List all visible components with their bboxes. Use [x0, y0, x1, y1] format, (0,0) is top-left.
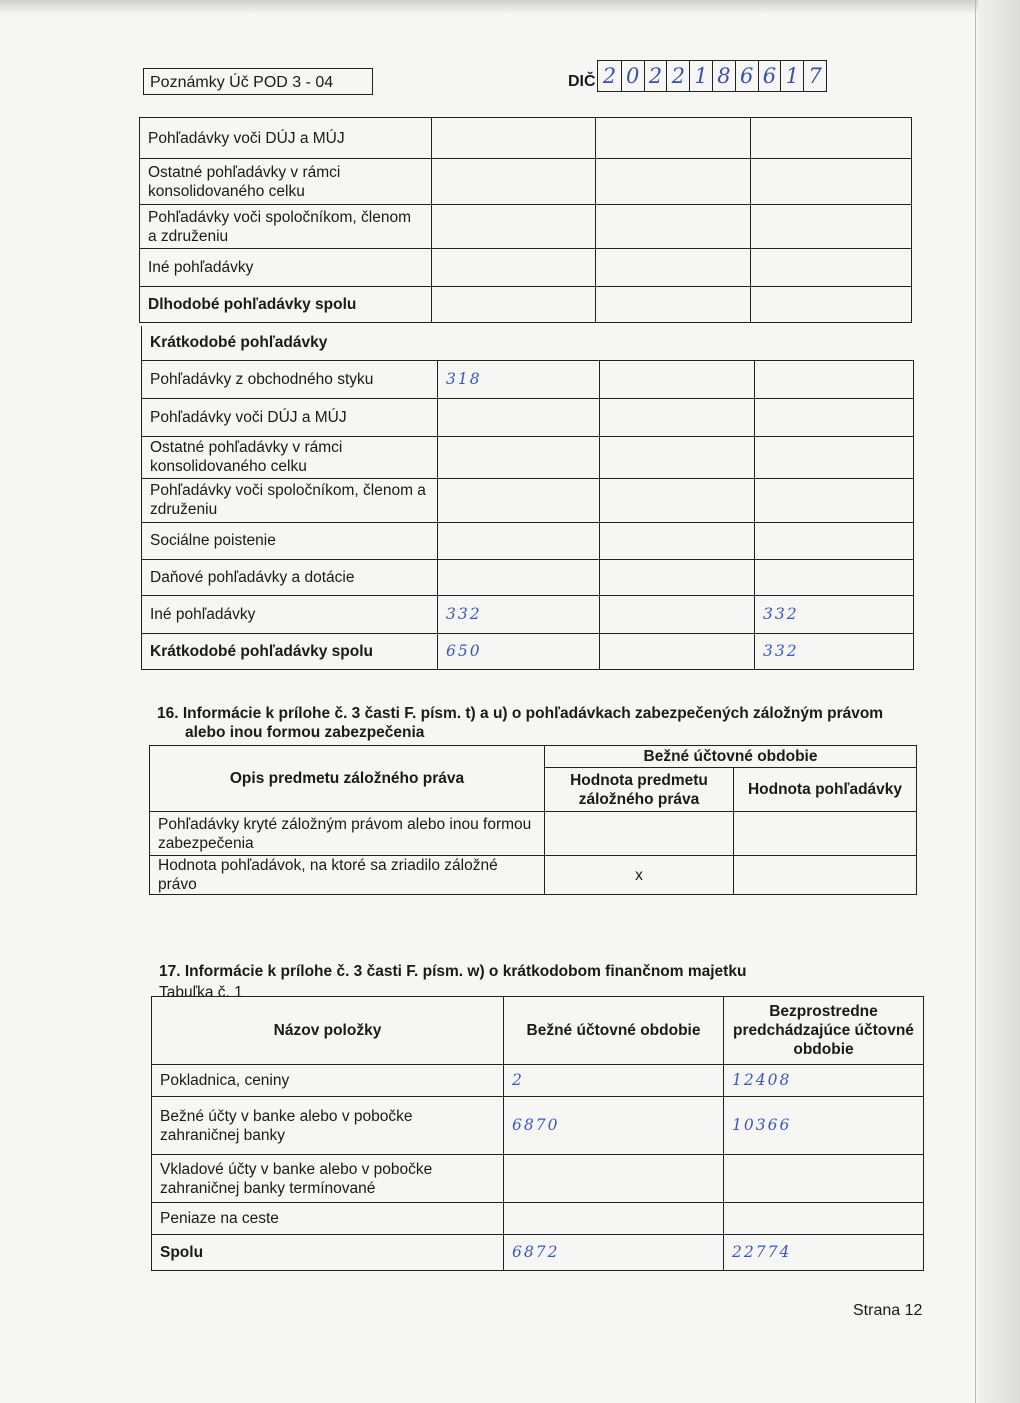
cell-value [751, 205, 912, 249]
row-label: Pohľadávky voči spoločníkom, členom a združeniu [142, 478, 438, 522]
row-label: Ostatné pohľadávky v rámci konsolidovaného celku [140, 159, 432, 205]
cell-value [755, 436, 914, 478]
col-desc-header: Opis predmetu záložného práva [150, 746, 545, 812]
table-row [142, 559, 914, 595]
dic-digit: 7 [803, 61, 826, 91]
cell-value: 12408 [724, 1065, 924, 1097]
cell-value [438, 478, 600, 522]
cell-value: x [545, 856, 734, 895]
dic-digit: 2 [644, 61, 667, 91]
cell-value [504, 1203, 724, 1235]
table-row [142, 595, 914, 633]
row-label: Spolu [152, 1235, 504, 1271]
table-row [142, 398, 914, 436]
row-label: Bežné účty v banke alebo v pobočke zahraničnej banky [152, 1097, 504, 1155]
cell-value [596, 249, 751, 287]
financial-assets-table [151, 996, 924, 1271]
dic-digit: 8 [712, 61, 735, 91]
cell-value [545, 812, 734, 856]
section-16-title-text: 16. Informácie k prílohe č. 3 časti F. písm. t) a u) o pohľadávkach zabezpečených záložným právom alebo inou formou zabezpečenia [157, 705, 884, 741]
row-label: Pohľadávky z obchodného styku [142, 360, 438, 398]
cell-value [596, 118, 751, 159]
page-number: Strana 12 [853, 1302, 923, 1319]
row-label: Pohľadávky voči DÚJ a MÚJ [140, 118, 432, 159]
cell-value [438, 398, 600, 436]
cell-value: 650 [438, 633, 600, 669]
row-label: Dlhodobé pohľadávky spolu [140, 287, 432, 323]
scan-top-shadow [0, 0, 1020, 14]
cell-value [432, 118, 596, 159]
table-row [152, 1065, 924, 1097]
cell-value: 332 [755, 633, 914, 669]
cell-value [600, 478, 755, 522]
cell-value [755, 398, 914, 436]
table-row [140, 205, 912, 249]
col-previous-header: Bezprostredne predchádzajúce účtovné obdobie [724, 997, 924, 1065]
cell-value [751, 159, 912, 205]
cell-value [432, 205, 596, 249]
cell-value: 332 [438, 595, 600, 633]
table-row [152, 1097, 924, 1155]
cell-value: 332 [755, 595, 914, 633]
header-row [152, 997, 924, 1065]
col-current-header: Bežné účtovné obdobie [504, 997, 724, 1065]
cell-value: 22774 [724, 1235, 924, 1271]
table-row [142, 522, 914, 559]
long-term-receivables-table [139, 117, 912, 323]
cell-value: 6870 [504, 1097, 724, 1155]
col-name-header: Názov položky [152, 997, 504, 1065]
table-row [142, 436, 914, 478]
cell-value [755, 522, 914, 559]
cell-value [432, 159, 596, 205]
cell-value [600, 595, 755, 633]
cell-value [751, 249, 912, 287]
cell-value [724, 1203, 924, 1235]
row-label: Sociálne poistenie [142, 522, 438, 559]
scan-page-edge [975, 0, 976, 1403]
dic-digit: 1 [780, 61, 803, 91]
cell-value [755, 360, 914, 398]
row-label: Daňové pohľadávky a dotácie [142, 559, 438, 595]
cell-value [596, 159, 751, 205]
table-caption: Tabuľka č. 1 [159, 984, 243, 1001]
row-label: Ostatné pohľadávky v rámci konsolidovaného celku [142, 436, 438, 478]
cell-value [600, 436, 755, 478]
table-row [152, 1155, 924, 1203]
table-row [150, 856, 917, 895]
dic-digit: 6 [735, 61, 758, 91]
cell-value [600, 360, 755, 398]
cell-value [432, 249, 596, 287]
collateral-table [149, 745, 917, 895]
table-row-total [140, 287, 912, 323]
table-row-total [142, 633, 914, 669]
table-row [142, 478, 914, 522]
cell-value: 318 [438, 360, 600, 398]
cell-value [724, 1155, 924, 1203]
cell-value [751, 118, 912, 159]
cell-value [596, 205, 751, 249]
row-label: Krátkodobé pohľadávky spolu [142, 633, 438, 669]
row-label: Pohľadávky kryté záložným právom alebo inou formou zabezpečenia [150, 812, 545, 856]
short-term-heading: Krátkodobé pohľadávky [142, 326, 914, 360]
col-period-header: Bežné účtovné obdobie [545, 746, 917, 768]
short-term-receivables-table [141, 326, 914, 670]
row-label: Vkladové účty v banke alebo v pobočke zahraničnej banky termínované [152, 1155, 504, 1203]
cell-value [600, 522, 755, 559]
form-id-box: Poznámky Úč POD 3 - 04 [143, 68, 373, 95]
header-row [150, 746, 917, 768]
cell-value [755, 559, 914, 595]
dic-digit: 6 [758, 61, 781, 91]
cell-value [438, 522, 600, 559]
section-16-title [157, 704, 917, 742]
table-row [152, 1203, 924, 1235]
cell-value [755, 478, 914, 522]
dic-digit: 1 [689, 61, 712, 91]
cell-value [438, 559, 600, 595]
cell-value [734, 812, 917, 856]
table-row-total [152, 1235, 924, 1271]
col-value-subject-header: Hodnota predmetu záložného práva [545, 768, 734, 812]
cell-value [600, 398, 755, 436]
table-row [142, 360, 914, 398]
table-row [140, 159, 912, 205]
cell-value [432, 287, 596, 323]
cell-value: 2 [504, 1065, 724, 1097]
dic-digit: 0 [621, 61, 644, 91]
cell-value [504, 1155, 724, 1203]
row-label: Iné pohľadávky [140, 249, 432, 287]
dic-digit: 2 [602, 64, 617, 88]
cell-value [438, 436, 600, 478]
dic-field [597, 60, 827, 92]
table-row [140, 118, 912, 159]
table-row [150, 812, 917, 856]
scan-right-margin [978, 0, 1020, 1403]
row-label: Peniaze na ceste [152, 1203, 504, 1235]
table-row [140, 249, 912, 287]
dic-label: DIČ [568, 73, 596, 90]
dic-digit: 2 [666, 61, 689, 91]
cell-value [600, 633, 755, 669]
row-label: Pohľadávky voči spoločníkom, členom a združeniu [140, 205, 432, 249]
cell-value [600, 559, 755, 595]
cell-value [596, 287, 751, 323]
cell-value [734, 856, 917, 895]
section-heading-row [142, 326, 914, 360]
row-label: Hodnota pohľadávok, na ktoré sa zriadilo záložné právo [150, 856, 545, 895]
cell-value: 6872 [504, 1235, 724, 1271]
col-value-receivable-header: Hodnota pohľadávky [734, 768, 917, 812]
row-label: Pohľadávky voči DÚJ a MÚJ [142, 398, 438, 436]
section-17-title: 17. Informácie k prílohe č. 3 časti F. písm. w) o krátkodobom finančnom majetku [159, 963, 747, 980]
row-label: Pokladnica, ceniny [152, 1065, 504, 1097]
row-label: Iné pohľadávky [142, 595, 438, 633]
cell-value: 10366 [724, 1097, 924, 1155]
cell-value [751, 287, 912, 323]
